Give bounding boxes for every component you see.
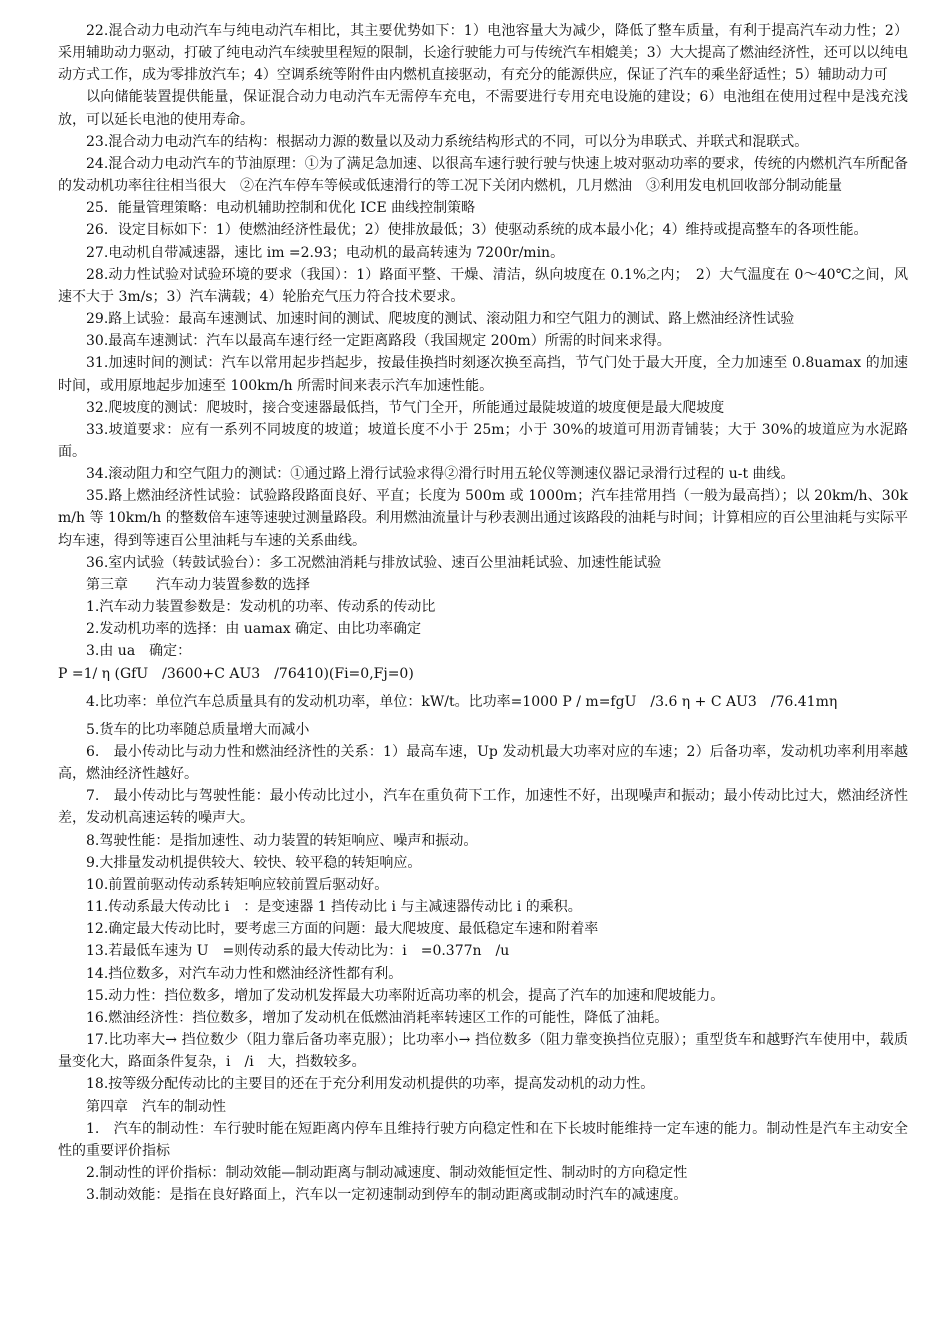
- paragraph: 18.按等级分配传动比的主要目的还在于充分利用发动机提供的功率，提高发动机的动力性。: [86, 1076, 655, 1093]
- document-page: [58, 20, 908, 1206]
- paragraph: 以向储能装置提供能量，保证混合动力电动汽车无需停车充电，不需要进行专用充电设施的建设；6）电池组在使用过程中是浅充浅放，可以延长电池的使用寿命。: [58, 89, 908, 128]
- paragraph: 22.混合动力电动汽车与纯电动汽车相比，其主要优势如下：1）电池容量大为减少，降低了整车质量，有利于提高汽车动力性；2）采用辅助动力驱动，打破了纯电动汽车续驶里程短的限制，长途行驶能力可与传统汽车相媲美；3）大大提高了燃油经济性，还可以以纯电动方式工作，成为零排放汽车；4）空调系统等附件由内燃机直接驱动，有充分的能源供应，保证了汽车的乘坐舒适性；5）辅助动力可: [58, 23, 908, 84]
- paragraph: 1.汽车动力装置参数是：发动机的功率、传动系的传动比: [86, 599, 436, 616]
- paragraph: 1. 汽车的制动性：车行驶时能在短距离内停车且维持行驶方向稳定性和在下长坡时能维持一定车速的能力。制动性是汽车主动安全性的重要评价指标: [58, 1120, 908, 1159]
- paragraph: 32.爬坡度的测试：爬坡时，接合变速器最低挡，节气门全开，所能通过最陡坡道的坡度便是最大爬坡度: [86, 399, 725, 416]
- paragraph: 28.动力性试验对试验环境的要求（我国）：1）路面平整、干燥、清洁，纵向坡度在 0.1%之内； 2）大气温度在 0～40℃之间，风速不大于 3m/s；3）汽车满载；4）轮胎充气压力符合技术要求。: [58, 266, 908, 305]
- paragraph: 30.最高车速测试：汽车以最高车速行经一定距离路段（我国规定 200m）所需的时间来求得。: [86, 333, 671, 350]
- paragraph: 16.燃油经济性：挡位数多，增加了发动机在低燃油消耗率转速区工作的可能性，降低了油耗。: [86, 1009, 669, 1026]
- paragraph: 3.由 ua 确定：: [86, 643, 192, 660]
- paragraph: 14.挡位数多，对汽车动力性和燃油经济性都有利。: [86, 965, 403, 982]
- paragraph: 5.货车的比功率随总质量增大而减小: [86, 721, 310, 738]
- paragraph: 24.混合动力电动汽车的节油原理：①为了满足急加速、以很高车速行驶行驶与快速上坡对驱动功率的要求，传统的内燃机汽车所配备的发动机功率往往相当很大 ②在汽车停车等候或低速滑行的等工况下关闭内燃机，几月燃油 ③利用发电机回收部分制动能量: [58, 155, 908, 195]
- paragraph: 23.混合动力电动汽车的结构：根据动力源的数量以及动力系统结构形式的不同，可以分为串联式、并联式和混联式。: [86, 133, 809, 150]
- paragraph: 9.大排量发动机提供较大、较快、较平稳的转矩响应。: [86, 854, 422, 871]
- paragraph: 10.前置前驱动传动系转矩响应较前置后驱动好。: [86, 876, 389, 893]
- paragraph: 4.比功率：单位汽车总质量具有的发动机功率，单位：kW/t。比功率=1000 P / m=fgU /3.6 η + C AU3 /76.41mη: [86, 693, 838, 710]
- paragraph: 35.路上燃油经济性试验：试验路段路面良好、平直；长度为 500m 或 1000m；汽车挂常用挡（一般为最高挡）；以 20km/h、30km/h 等 10km/h 的整数倍车速等速驶过测量路段。利用燃油流量计与秒表测出通过该路段的油耗与时间；计算相应的百公里油耗与实际平均车速，得到等速百公里油耗与车速的关系曲线。: [58, 488, 908, 549]
- paragraph: 8.驾驶性能：是指加速性、动力装置的转矩响应、噪声和振动。: [86, 832, 478, 849]
- paragraph: 25．能量管理策略：电动机辅助控制和优化 ICE 曲线控制策略: [86, 200, 476, 217]
- paragraph: 17.比功率大→ 挡位数少（阻力靠后备功率克服）；比功率小→ 挡位数多（阻力靠变换挡位克服）；重型货车和越野汽车使用中，载质量变化大，路面条件复杂，i /i 大，挡数较多。: [58, 1032, 908, 1071]
- paragraph: 15.动力性：挡位数多，增加了发动机发挥最大功率附近高功率的机会，提高了汽车的加速和爬坡能力。: [86, 987, 725, 1004]
- paragraph: 29.路上试验：最高车速测试、加速时间的测试、爬坡度的测试、滚动阻力和空气阻力的测试、路上燃油经济性试验: [86, 311, 795, 328]
- paragraph: 第三章 汽车动力装置参数的选择: [86, 576, 310, 593]
- paragraph: 26．设定目标如下：1）使燃油经济性最优；2）使排放最低；3）使驱动系统的成本最小化；4）维持或提高整车的各项性能。: [86, 222, 868, 239]
- paragraph: 13.若最低车速为 U =则传动系的最大传动比为：i =0.377n /u: [86, 943, 510, 960]
- paragraph: 2.制动性的评价指标：制动效能—制动距离与制动减速度、制动效能恒定性、制动时的方向稳定性: [86, 1164, 688, 1181]
- paragraph: 27.电动机自带减速器，速比 im =2.93；电动机的最高转速为 7200r/min。: [86, 244, 565, 261]
- paragraph: 31.加速时间的测试：汽车以常用起步挡起步，按最佳换挡时刻逐次换至高挡，节气门处于最大开度，全力加速至 0.8uamax 的加速时间，或用原地起步加速至 100km/h 所需时间来表示汽车加速性能。: [58, 355, 908, 394]
- paragraph: 6. 最小传动比与动力性和燃油经济性的关系：1）最高车速，Up 发动机最大功率对应的车速；2）后备功率，发动机功率利用率越高，燃油经济性越好。: [58, 744, 908, 783]
- paragraph: 36.室内试验（转鼓试验台）：多工况燃油消耗与排放试验、速百公里油耗试验、加速性能试验: [86, 554, 662, 571]
- paragraph: 12.确定最大传动比时，要考虑三方面的问题：最大爬坡度、最低稳定车速和附着率: [86, 921, 599, 938]
- paragraph: 33.坡道要求：应有一系列不同坡度的坡道；坡道长度不小于 25m；小于 30%的坡道可用沥青铺装；大于 30%的坡道应为水泥路面。: [58, 421, 908, 460]
- paragraph: 7. 最小传动比与驾驶性能：最小传动比过小，汽车在重负荷下工作，加速性不好，出现噪声和振动；最小传动比过大，燃油经济性差，发动机高速运转的噪声大。: [58, 788, 908, 827]
- paragraph: 3.制动效能：是指在良好路面上，汽车以一定初速制动到停车的制动距离或制动时汽车的减速度。: [86, 1187, 688, 1204]
- paragraph: 11.传动系最大传动比 i ：是变速器 1 挡传动比 i 与主减速器传动比 i 的乘积。: [86, 899, 582, 916]
- paragraph: 第四章 汽车的制动性: [86, 1098, 226, 1115]
- paragraph: 2.发动机功率的选择：由 uamax 确定、由比功率确定: [86, 621, 422, 638]
- formula-line: P =1/ η (GfU /3600+C AU3 /76410)(Fi=0,Fj=0): [58, 665, 414, 682]
- paragraph: 34.滚动阻力和空气阻力的测试：①通过路上滑行试验求得②滑行时用五轮仪等测速仪器记录滑行过程的 u-t 曲线。: [86, 466, 795, 483]
